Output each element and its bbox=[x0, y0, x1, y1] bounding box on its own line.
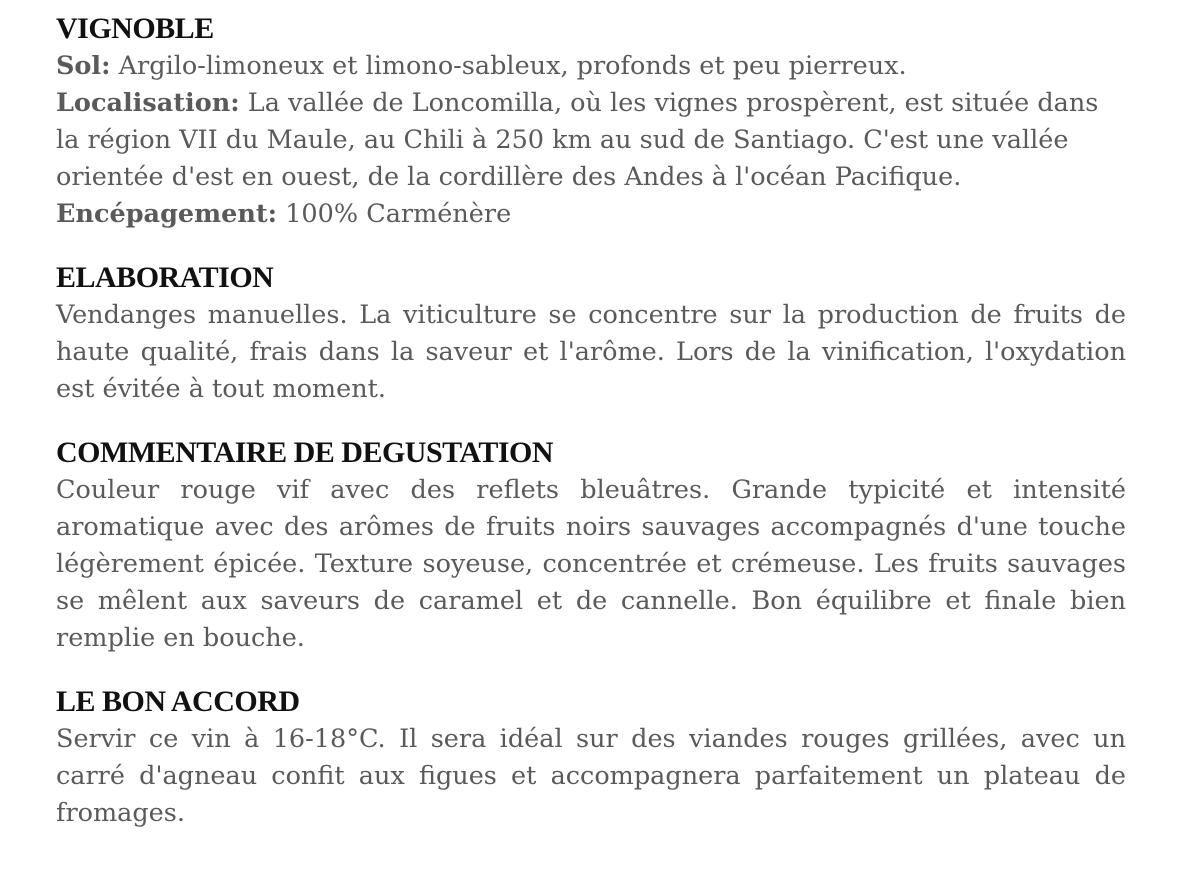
heading-vignoble: VIGNOBLE bbox=[56, 12, 214, 45]
encepagement-text: 100% Carménère bbox=[285, 199, 512, 229]
section-accord bbox=[56, 683, 1126, 832]
sol-line bbox=[56, 48, 1126, 85]
degustation-text: Couleur rouge vif avec des reflets bleuâtres. Grande typicité et intensité aromatique avec des arômes de fruits noirs sauvages accompagnés d'une touche légèrement épicée. Texture soyeuse, concentrée et crémeuse. Les fruits sauvages se mêlent aux saveurs de caramel et de cannelle. Bon équilibre et finale bien remplie en bouche. bbox=[56, 475, 1126, 653]
sol-label: Sol: bbox=[56, 51, 111, 81]
section-elaboration bbox=[56, 259, 1126, 408]
accord-text: Servir ce vin à 16-18°C. Il sera idéal sur des viandes rouges grillées, avec un carré d'agneau confit aux figues et accompagnera parfaitement un plateau de fromages. bbox=[56, 724, 1126, 828]
heading-accord: LE BON ACCORD bbox=[56, 685, 300, 718]
localisation-label: Localisation: bbox=[56, 88, 240, 118]
localisation-text: La vallée de Loncomilla, où les vignes prospèrent, est située dans la région VII du Maule, au Chili à 250 km au sud de Santiago. C'est une vallée orientée d'est en ouest, de la cordillère des Andes à l'océan Pacifique. bbox=[56, 88, 1099, 192]
section-vignoble bbox=[56, 10, 1126, 233]
elaboration-text: Vendanges manuelles. La viticulture se concentre sur la production de fruits de haute qualité, frais dans la saveur et l'arôme. Lors de la vinification, l'oxydation est évitée à tout moment. bbox=[56, 300, 1126, 404]
encepagement-line bbox=[56, 196, 1126, 233]
sol-text: Argilo-limoneux et limono-sableux, profonds et peu pierreux. bbox=[118, 51, 907, 81]
heading-elaboration: ELABORATION bbox=[56, 261, 274, 294]
heading-degustation: COMMENTAIRE DE DEGUSTATION bbox=[56, 436, 554, 469]
localisation-line bbox=[56, 85, 1126, 196]
wine-sheet bbox=[56, 10, 1126, 832]
encepagement-label: Encépagement: bbox=[56, 199, 278, 229]
section-degustation bbox=[56, 434, 1126, 657]
